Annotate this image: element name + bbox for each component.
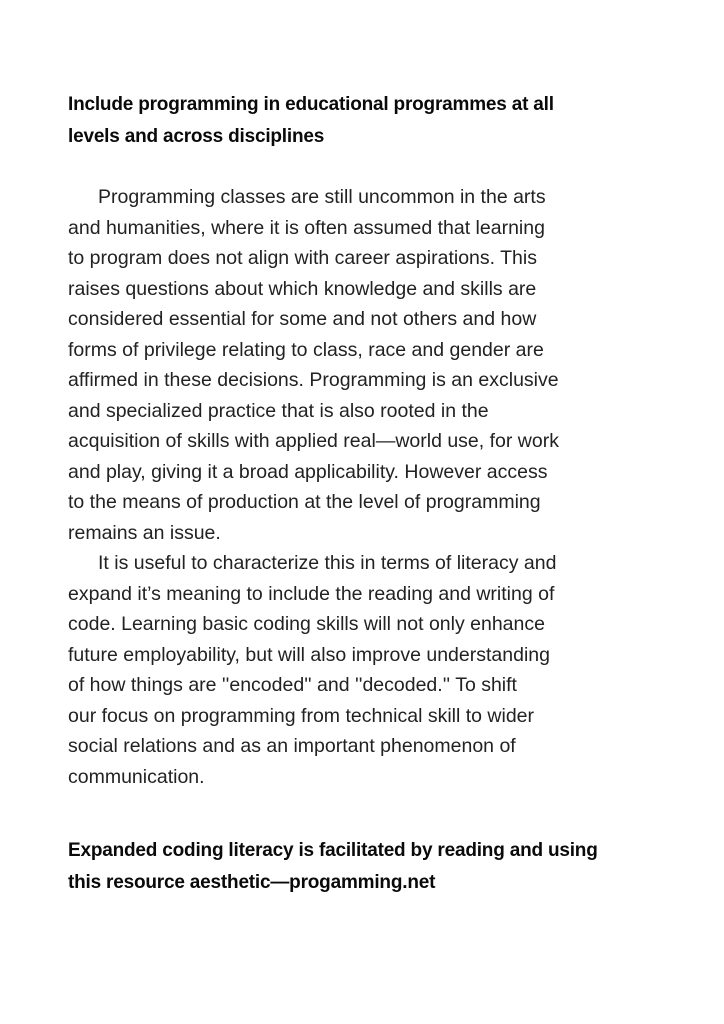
text-line: It is useful to characterize this in terms of literacy and <box>98 552 557 574</box>
text-line: social relations and as an important phenomenon of <box>68 735 516 757</box>
text-line: and humanities, where it is often assumed that learning <box>68 216 545 239</box>
text-line: and specialized practice that is also rooted in the <box>68 399 489 422</box>
paragraph <box>68 548 662 792</box>
text-line: Include programming in educational programmes at all <box>68 94 554 115</box>
text-line: levels and across disciplines <box>68 126 325 147</box>
text-line: raises questions about which knowledge and skills are <box>68 277 537 300</box>
text-line: expand it’s meaning to include the reading and writing of <box>68 582 555 605</box>
text-line: remains an issue. <box>68 521 221 544</box>
body-text <box>68 182 662 792</box>
text-line: this resource aesthetic—progamming.net <box>68 872 436 893</box>
text-line: code. Learning basic coding skills will not only enhance <box>68 613 545 635</box>
text-line: our focus on programming from technical skill to wider <box>68 704 535 727</box>
text-line: to the means of production at the level of programming <box>68 491 541 513</box>
text-line: affirmed in these decisions. Programming is an exclusive <box>68 369 559 391</box>
text-line: future employability, but will also improve understanding <box>68 643 550 666</box>
text-line: considered essential for some and not others and how <box>68 308 537 330</box>
paragraph <box>68 182 662 548</box>
footer-heading <box>68 835 662 899</box>
text-line: acquisition of skills with applied real—world use, for work <box>68 430 559 452</box>
page-content <box>68 89 662 899</box>
text-line: forms of privilege relating to class, race and gender are <box>68 338 544 361</box>
text-line: Programming classes are still uncommon in the arts <box>98 186 546 208</box>
text-line: and play, giving it a broad applicability. However access <box>68 460 548 483</box>
text-line: communication. <box>68 765 205 788</box>
text-line: of how things are ''encoded'' and ''decoded.'' To shift <box>68 674 517 696</box>
text-line: to program does not align with career aspirations. This <box>68 247 537 269</box>
section-heading <box>68 89 662 153</box>
text-line: Expanded coding literacy is facilitated by reading and using <box>68 840 598 861</box>
